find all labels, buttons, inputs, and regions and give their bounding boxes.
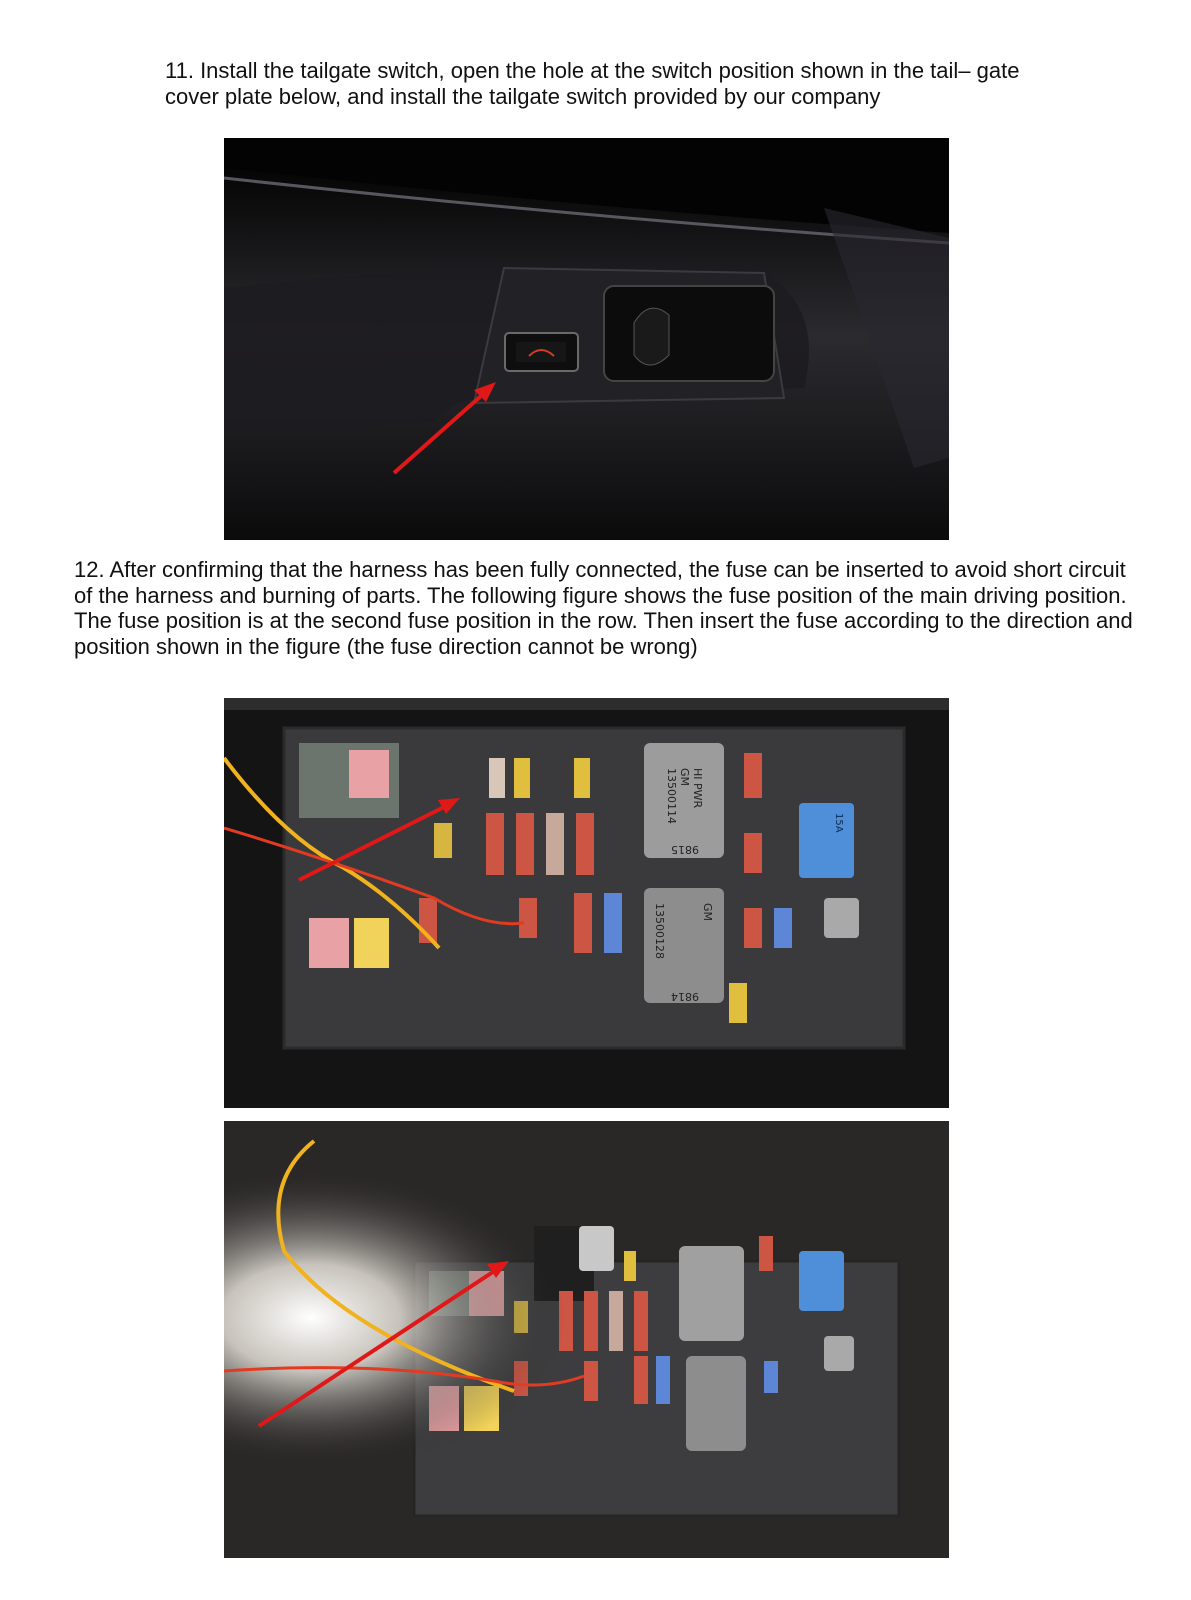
fuse-box-after-photo: [224, 1121, 949, 1558]
fuse-box-before-photo: [224, 698, 949, 1108]
relay-label-gm-2: GM: [701, 903, 714, 922]
relay-code-1: 9815: [671, 843, 699, 856]
relay-part-number-2: 13500128: [653, 903, 666, 959]
step-11-instruction: 11. Install the tailgate switch, open the hole at the switch position shown in the tail– gate cover plate below, and install the tailgate switch provided by our company: [165, 58, 1020, 109]
step-12-instruction: 12. After confirming that the harness has been fully connected, the fuse can be inserted to avoid short circuit of the harness and burning of parts. The following figure shows the fuse position of the main driving position. The fuse position is at the second fuse position in the row. Then insert the fuse according to the direction and position shown in the figure (the fuse direction cannot be wrong): [74, 557, 1133, 659]
relay-part-number-1: 13500114: [665, 768, 678, 824]
relay-label-hipwr: HI PWR: [691, 768, 704, 809]
tailgate-switch-photo: [224, 138, 949, 540]
fuse-rating-label: 15A: [833, 813, 844, 833]
relay-code-2: 9814: [671, 990, 699, 1003]
relay-label-gm-1: GM: [678, 768, 691, 787]
